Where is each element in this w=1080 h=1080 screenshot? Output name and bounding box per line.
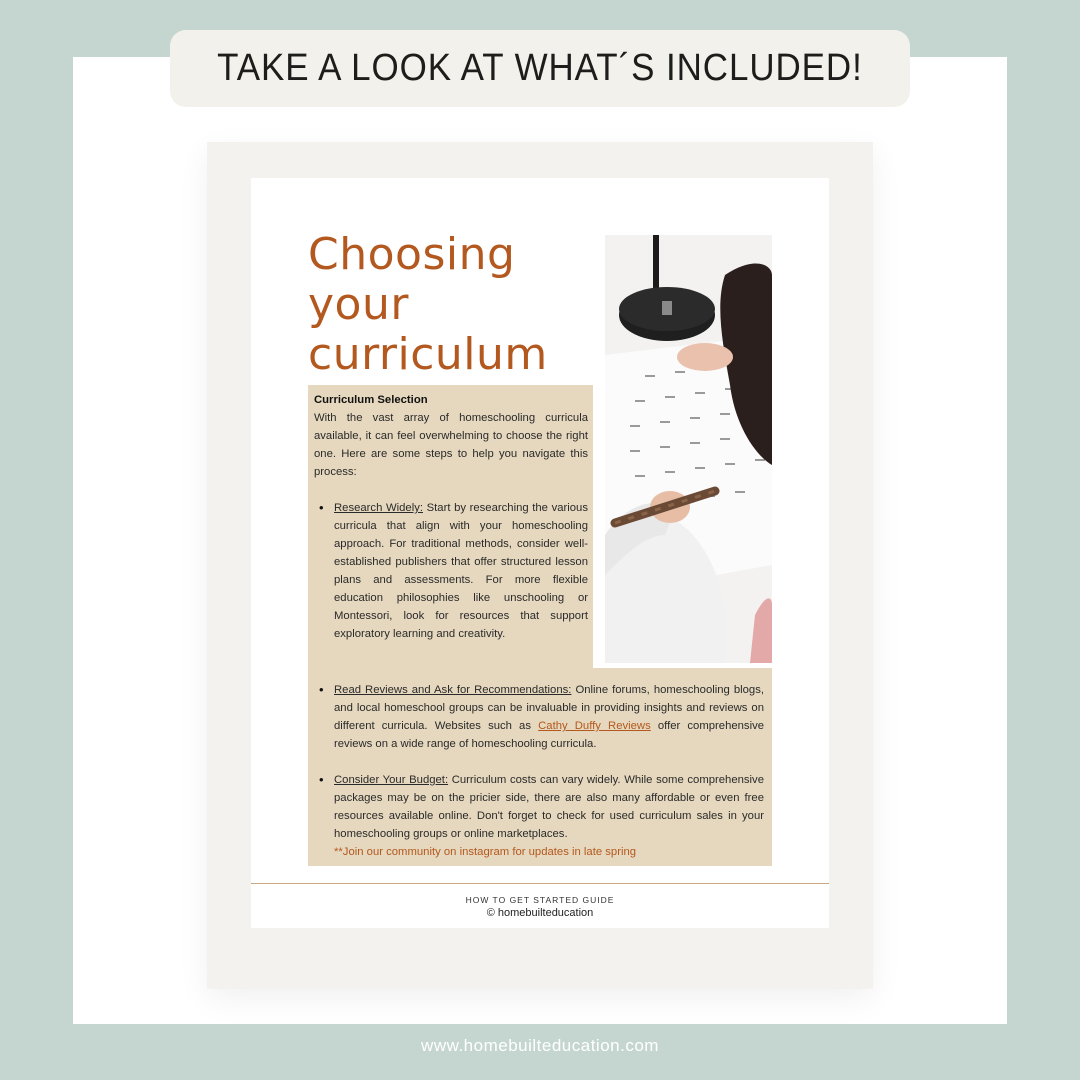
- document-page: [251, 178, 829, 928]
- footer-copyright: © homebuilteducation: [486, 907, 594, 919]
- bullet-reviews-text-after: offer comprehensive reviews on a wide range of homeschooling curricula.: [334, 720, 765, 750]
- bullet-research: [314, 499, 588, 643]
- bullet-research-label: Research Widely:: [334, 502, 423, 514]
- banner: [170, 30, 910, 107]
- website-url[interactable]: www.homebuilteducation.com: [421, 1036, 659, 1055]
- banner-text: TAKE A LOOK AT WHAT´S INCLUDED!: [217, 47, 863, 89]
- cathy-duffy-link[interactable]: Cathy Duffy Reviews: [538, 720, 651, 732]
- title-line-3: curriculum: [308, 329, 548, 380]
- title-line-1: Choosing: [308, 229, 516, 280]
- bullet-budget-text: Curriculum costs can vary widely. While some comprehensive packages may be on the pricier side, there are also many affordable or even free resources available online. Don't forget to check for used curriculum sales in your homeschooling groups or online marketplaces.: [334, 774, 764, 840]
- title-line-2: your: [308, 279, 409, 330]
- page-title: [308, 230, 608, 380]
- bullet-reviews: [314, 681, 764, 753]
- text-wide-area: [314, 681, 764, 861]
- footer-divider: [251, 883, 829, 884]
- footer-title: HOW TO GET STARTED GUIDE: [465, 895, 615, 905]
- text-column: [314, 391, 588, 643]
- bullet-budget: [314, 771, 764, 861]
- bullet-reviews-label: Read Reviews and Ask for Recommendations:: [334, 684, 572, 696]
- section-heading: Curriculum Selection: [314, 394, 428, 406]
- bullet-budget-label: Consider Your Budget:: [334, 774, 449, 786]
- bullet-research-text: Start by researching the various curricula that align with your homeschooling approach. For traditional methods, consider well-established publishers that offer structured lesson plans and assessments. For more flexible education philosophies like unschooling or Montessori, look for resources that support exploratory learning and creativity.: [334, 502, 588, 640]
- bullet-reviews-text-before: Online forums, homeschooling blogs, and local homeschool groups can be invaluable in providing insights and reviews on different curricula. Websites such as: [334, 684, 764, 732]
- instagram-note: **Join our community on instagram for updates in late spring: [334, 846, 637, 858]
- intro-paragraph: With the vast array of homeschooling curricula available, it can feel overwhelming to choose the right one. Here are some steps to help you navigate this process:: [314, 412, 588, 478]
- child-writing-photo: [605, 235, 772, 663]
